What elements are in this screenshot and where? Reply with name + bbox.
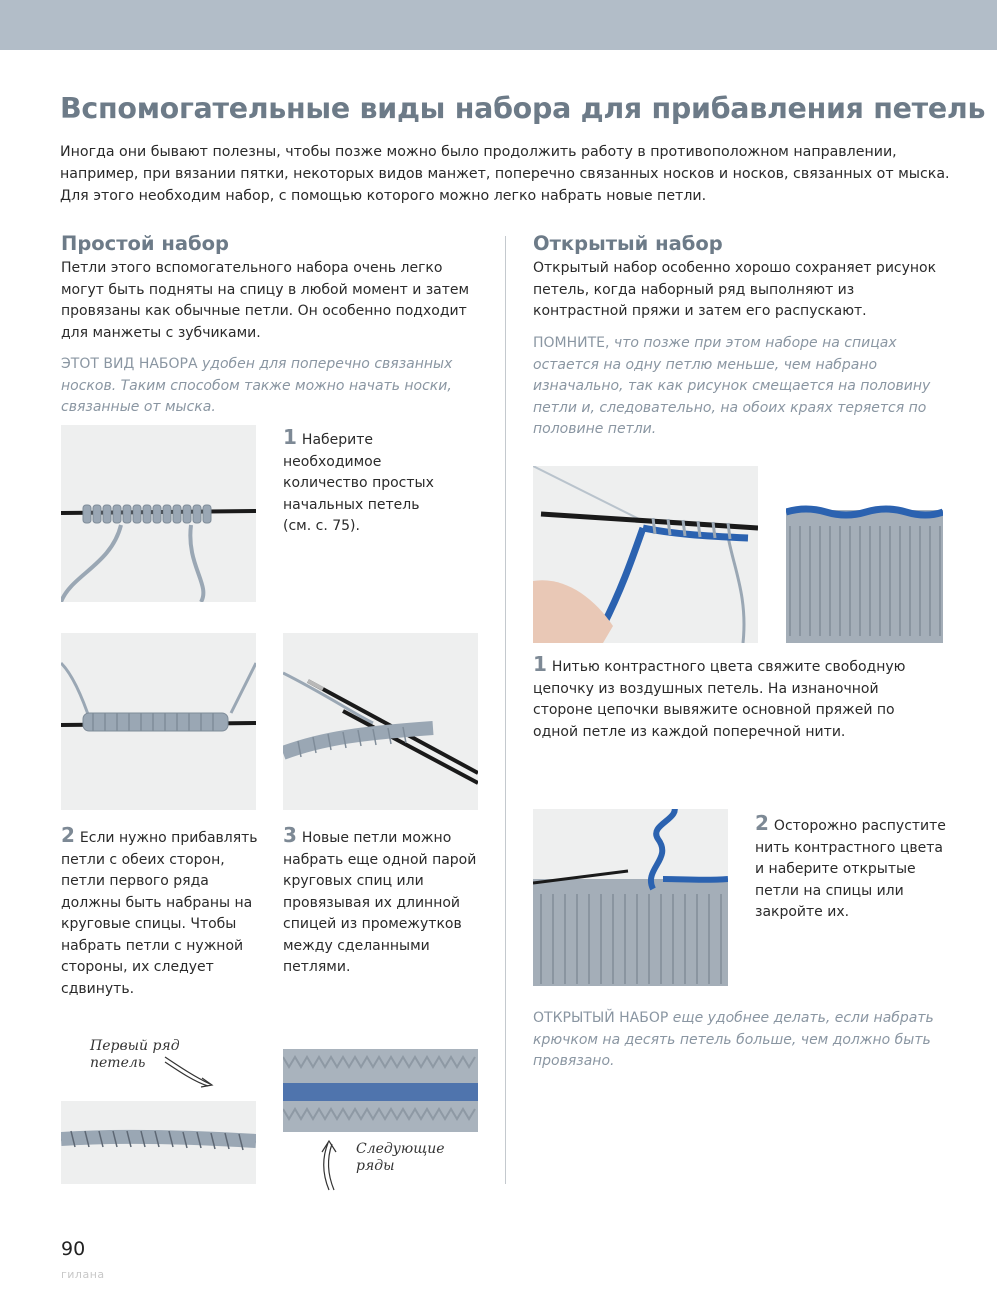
photo-open-step1-knit xyxy=(786,466,943,643)
watermark: гилана xyxy=(61,1268,105,1281)
simple-heading: Простой набор xyxy=(61,232,229,255)
simple-step2-text xyxy=(61,825,261,1000)
open-note2-caps: ОТКРЫТЫЙ НАБОР xyxy=(533,1010,669,1026)
open-note2-rest: еще удобнее делать, если набрать крючком на десять петель больше, чем должно быть провязано. xyxy=(533,1010,934,1069)
open-text: Открытый набор особенно хорошо сохраняет рисунок петель, когда наборный ряд выполняют из контрастной пряжи и затем его распускают. xyxy=(533,260,937,319)
page-title: Вспомогательные виды набора для прибавления петель xyxy=(60,92,986,125)
arrow-next-rows xyxy=(314,1138,344,1193)
label-next-rows xyxy=(356,1141,445,1175)
simple-step1-text xyxy=(283,427,443,538)
open-step2-text xyxy=(755,813,950,924)
step-number: 3 xyxy=(283,823,297,847)
open-heading: Открытый набор xyxy=(533,232,723,255)
step-text: Нитью контрастного цвета свяжите свободную цепочку из воздушных петель. На изнаночной стороне цепочки вывяжите основной пряжей по одной петле из каждой поперечной нити. xyxy=(533,659,906,740)
step-number: 1 xyxy=(283,425,297,449)
page-number: 90 xyxy=(61,1238,86,1260)
step-text: Новые петли можно набрать еще одной парой круговых спиц или провязывая их длинной спицей из промежутков между сделанными петлями. xyxy=(283,830,477,975)
photo-next-rows xyxy=(283,1049,478,1132)
photo-simple-step2 xyxy=(61,633,256,810)
label-line: Первый ряд xyxy=(90,1038,180,1054)
simple-note-caps: ЭТОТ ВИД НАБОРА xyxy=(61,356,198,372)
arrow-first-row xyxy=(160,1052,220,1092)
label-line: петель xyxy=(90,1055,146,1071)
photo-simple-step3 xyxy=(283,633,478,810)
simple-step3-text xyxy=(283,825,478,979)
label-line: Следующие xyxy=(356,1141,445,1157)
step-number: 1 xyxy=(533,652,547,676)
step-text: Осторожно распустите нить контрастного цвета и наберите открытые петли на спицы или закройте их. xyxy=(755,818,946,920)
photo-open-step1-chain xyxy=(533,466,758,643)
open-note2 xyxy=(533,1008,948,1073)
column-divider xyxy=(505,236,506,1184)
step-number: 2 xyxy=(61,823,75,847)
simple-note-rest: удобен для поперечно связанных носков. Таким способом также можно начать носки, связанные от мыска. xyxy=(61,356,453,415)
open-note-caps: ПОМНИТЕ, xyxy=(533,335,610,351)
simple-text: Петли этого вспомогательного набора очень легко могут быть подняты на спицу в любой момент и затем провязаны как обычные петли. Он особенно подходит для манжеты с зубчиками. xyxy=(61,260,470,341)
step-text: Если нужно прибавлять петли с обеих сторон, петли первого ряда должны быть набраны на круговые спицы. Чтобы набрать петли с нужной стороны, их следует сдвинуть. xyxy=(61,830,258,997)
label-line: ряды xyxy=(356,1158,395,1174)
photo-simple-step1 xyxy=(61,425,256,602)
open-note-rest: что позже при этом наборе на спицах остается на одну петлю меньше, чем набрано изначально, так как рисунок смещается на половину петли и, следовательно, на обоих краях теряется по половине петли. xyxy=(533,335,931,437)
intro-paragraph: Иногда они бывают полезны, чтобы позже можно было продолжить работу в противоположном направлении, например, при вязании пятки, некоторых видов манжет, поперечно связанных носков и носков, связанных от мыска. Для этого необходим набор, с помощью которого можно легко набрать новые петли. xyxy=(60,144,950,204)
step-text: Наберите необходимое количество простых начальных петель (см. с. 75). xyxy=(283,432,434,534)
simple-note xyxy=(61,354,481,419)
photo-first-row xyxy=(61,1101,256,1184)
open-step1-text xyxy=(533,654,933,743)
header-bar xyxy=(0,0,997,50)
step-number: 2 xyxy=(755,811,769,835)
photo-open-step2 xyxy=(533,809,728,986)
open-note xyxy=(533,333,943,441)
